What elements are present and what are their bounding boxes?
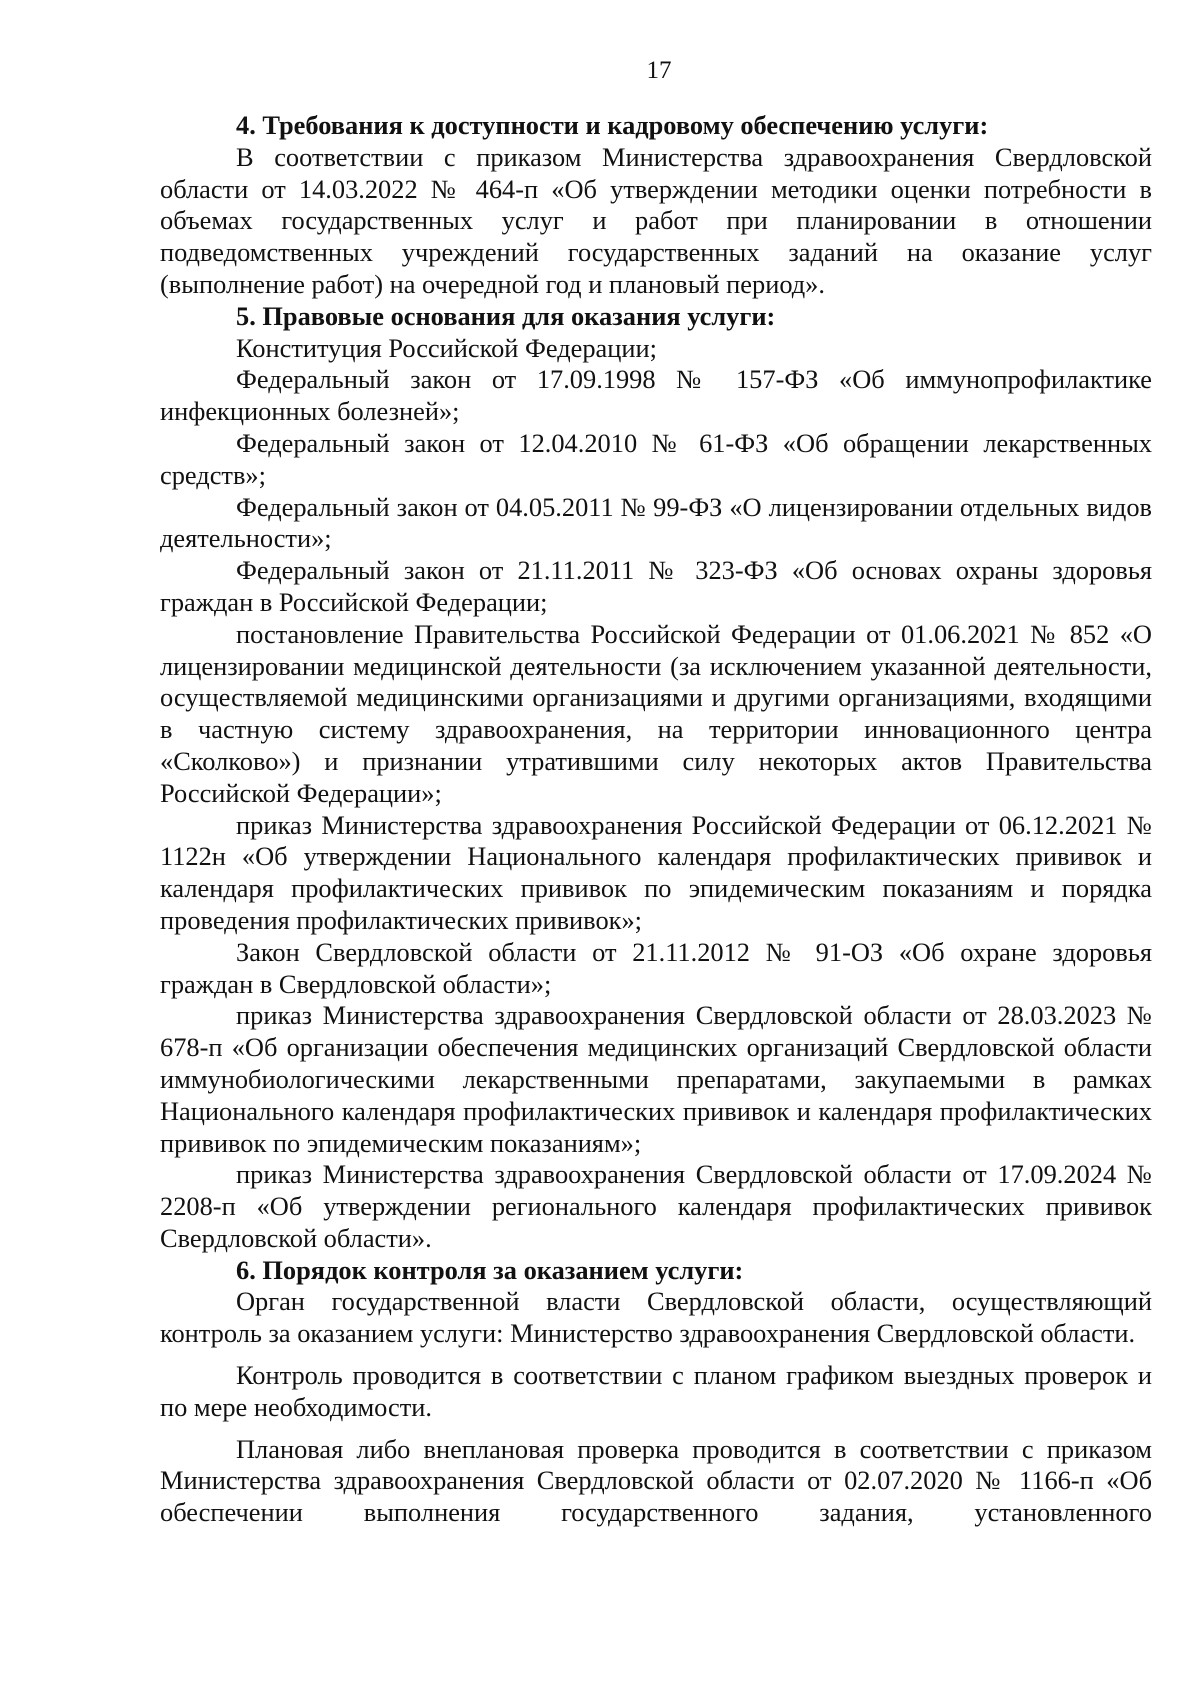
paragraph: Закон Свердловской области от 21.11.2012 № 91-ОЗ «Об охране здоровья граждан в Свердловской области»; (160, 936, 1152, 999)
paragraph: Плановая либо внеплановая проверка проводится в соответствии с приказом Министерства здравоохранения Свердловской области от 02.07.2020 № 1166-п «Об обеспечении выполнения государственного задания, установленного (160, 1433, 1152, 1528)
section-heading-5: 5. Правовые основания для оказания услуги: (236, 300, 776, 331)
section-heading-6: 6. Порядок контроля за оказанием услуги: (236, 1254, 744, 1285)
paragraph: приказ Министерства здравоохранения Свердловской области от 17.09.2024 № 2208-п «Об утверждении регионального календаря профилактических прививок Свердловской области». (160, 1159, 1152, 1253)
section-heading-4: 4. Требования к доступности и кадровому обеспечению услуги: (236, 110, 989, 140)
paragraph: приказ Министерства здравоохранения Свердловской области от 28.03.2023 № 678-п «Об организации обеспечения медицинских организаций Свердловской области иммунобиологическими лекарственными препаратами, закупаемыми в рамках Национального календаря профилактических прививок и календаря профилактических прививок по эпидемическим показаниям»; (160, 1000, 1152, 1158)
page-number: 17 (646, 57, 672, 84)
paragraph: В соответствии с приказом Министерства здравоохранения Свердловской области от 14.03.2022 № 464-п «Об утверждении методики оценки потребности в объемах государственных услуг и работ при планировании в отношении подведомственных учреждений государственных заданий на оказание услуг (выполнение работ) на очередной год и плановый период». (160, 141, 1152, 299)
paragraph: Федеральный закон от 17.09.1998 № 157-ФЗ «Об иммунопрофилактике инфекционных болезней»; (160, 364, 1152, 427)
paragraph: Орган государственной власти Свердловской области, осуществляющий контроль за оказанием услуги: Министерство здравоохранения Свердловской области. (160, 1286, 1152, 1349)
paragraph: Контроль проводится в соответствии с планом графиком выездных проверок и по мере необходимости. (160, 1360, 1152, 1422)
paragraph: постановление Правительства Российской Федерации от 01.06.2021 № 852 «О лицензировании медицинской деятельности (за исключением указанной деятельности, осуществляемой медицинскими организациями и другими организациями, входящими в частную систему здравоохранения, на территории инновационного центра «Сколково») и признании утратившими силу некоторых актов Правительства Российской Федерации»; (160, 618, 1152, 808)
paragraph: Федеральный закон от 04.05.2011 № 99-ФЗ «О лицензировании отдельных видов деятельности»; (160, 491, 1152, 554)
paragraph: Конституция Российской Федерации; (236, 332, 657, 363)
paragraph: Федеральный закон от 21.11.2011 № 323-ФЗ «Об основах охраны здоровья граждан в Российской Федерации; (160, 555, 1152, 617)
paragraph: приказ Министерства здравоохранения Российской Федерации от 06.12.2021 № 1122н «Об утверждении Национального календаря профилактических прививок и календаря профилактических прививок по эпидемическим показаниям и порядка проведения профилактических прививок»; (160, 809, 1152, 935)
paragraph: Федеральный закон от 12.04.2010 № 61-ФЗ «Об обращении лекарственных средств»; (160, 427, 1152, 490)
document-body (160, 110, 1152, 1529)
